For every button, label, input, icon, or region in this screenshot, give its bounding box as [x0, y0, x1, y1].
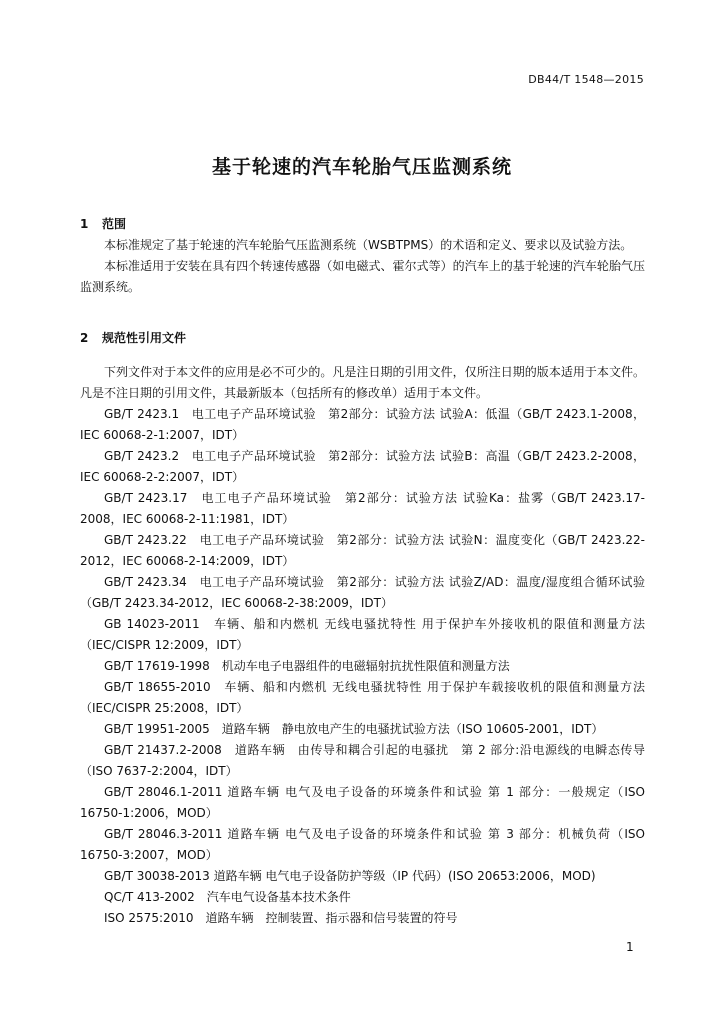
document-title: 基于轮速的汽车轮胎气压监测系统: [211, 156, 512, 178]
section-2-number: 2: [80, 331, 89, 345]
reference-item: GB/T 21437.2-2008 道路车辆 由传导和耦合引起的电骚扰 第 2 部分:沿电源线的电瞬态传导（ISO 7637-2:2004，IDT）: [80, 743, 645, 778]
reference-item: GB/T 2423.1 电工电子产品环境试验 第2部分：试验方法 试验A：低温（GB/T 2423.1-2008，IEC 60068-2-1:2007，IDT）: [80, 407, 645, 442]
section-2-paragraph-1: 下列文件对于本文件的应用是必不可少的。凡是注日期的引用文件，仅所注日期的版本适用于本文件。凡是不注日期的引用文件，其最新版本（包括所有的修改单）适用于本文件。: [80, 365, 645, 400]
section-1-title: 范围: [102, 217, 127, 231]
section-1-paragraph-1: 本标准规定了基于轮速的汽车轮胎气压监测系统（WSBTPMS）的术语和定义、要求以及试验方法。: [104, 238, 633, 252]
reference-item: GB/T 2423.17 电工电子产品环境试验 第2部分：试验方法 试验Ka：盐雾（GB/T 2423.17-2008，IEC 60068-2-11:1981，IDT）: [80, 491, 645, 526]
reference-item: GB/T 30038-2013 道路车辆 电气电子设备防护等级（IP 代码）(ISO 20653:2006，MOD): [104, 869, 596, 883]
reference-item: ISO 2575:2010 道路车辆 控制装置、指示器和信号装置的符号: [104, 911, 458, 925]
reference-item: GB/T 18655-2010 车辆、船和内燃机 无线电骚扰特性 用于保护车载接收机的限值和测量方法（IEC/CISPR 25:2008，IDT）: [80, 680, 645, 715]
reference-item: GB/T 2423.2 电工电子产品环境试验 第2部分：试验方法 试验B：高温（GB/T 2423.2-2008，IEC 60068-2-2:2007，IDT）: [80, 449, 645, 484]
reference-item: GB/T 2423.22 电工电子产品环境试验 第2部分：试验方法 试验N：温度变化（GB/T 2423.22-2012，IEC 60068-2-14:2009，IDT）: [80, 533, 645, 568]
standard-code: DB44/T 1548—2015: [528, 73, 644, 86]
section-1-number: 1: [80, 217, 89, 231]
reference-item: GB/T 28046.3-2011 道路车辆 电气及电子设备的环境条件和试验 第 3 部分：机械负荷（ISO 16750-3:2007，MOD）: [80, 827, 645, 862]
page-number: 1: [626, 940, 634, 954]
reference-item: QC/T 413-2002 汽车电气设备基本技术条件: [104, 890, 351, 904]
reference-item: GB/T 19951-2005 道路车辆 静电放电产生的电骚扰试验方法（ISO 10605-2001，IDT）: [104, 722, 604, 736]
section-2-title: 规范性引用文件: [102, 331, 187, 345]
section-2-heading: [80, 329, 186, 346]
normative-references-list: [80, 404, 645, 929]
reference-item: GB 14023-2011 车辆、船和内燃机 无线电骚扰特性 用于保护车外接收机的限值和测量方法（IEC/CISPR 12:2009，IDT）: [80, 617, 645, 652]
section-1-paragraph-2: 本标准适用于安装在具有四个转速传感器（如电磁式、霍尔式等）的汽车上的基于轮速的汽车轮胎气压监测系统。: [80, 259, 645, 294]
reference-item: GB/T 28046.1-2011 道路车辆 电气及电子设备的环境条件和试验 第 1 部分：一般规定（ISO 16750-1:2006，MOD）: [80, 785, 645, 820]
reference-item: GB/T 2423.34 电工电子产品环境试验 第2部分：试验方法 试验Z/AD：温度/湿度组合循环试验（GB/T 2423.34-2012，IEC 60068-2-38:2009，IDT）: [80, 575, 645, 610]
section-1-heading: [80, 215, 126, 232]
reference-item: GB/T 17619-1998 机动车电子电器组件的电磁辐射抗扰性限值和测量方法: [104, 659, 510, 673]
